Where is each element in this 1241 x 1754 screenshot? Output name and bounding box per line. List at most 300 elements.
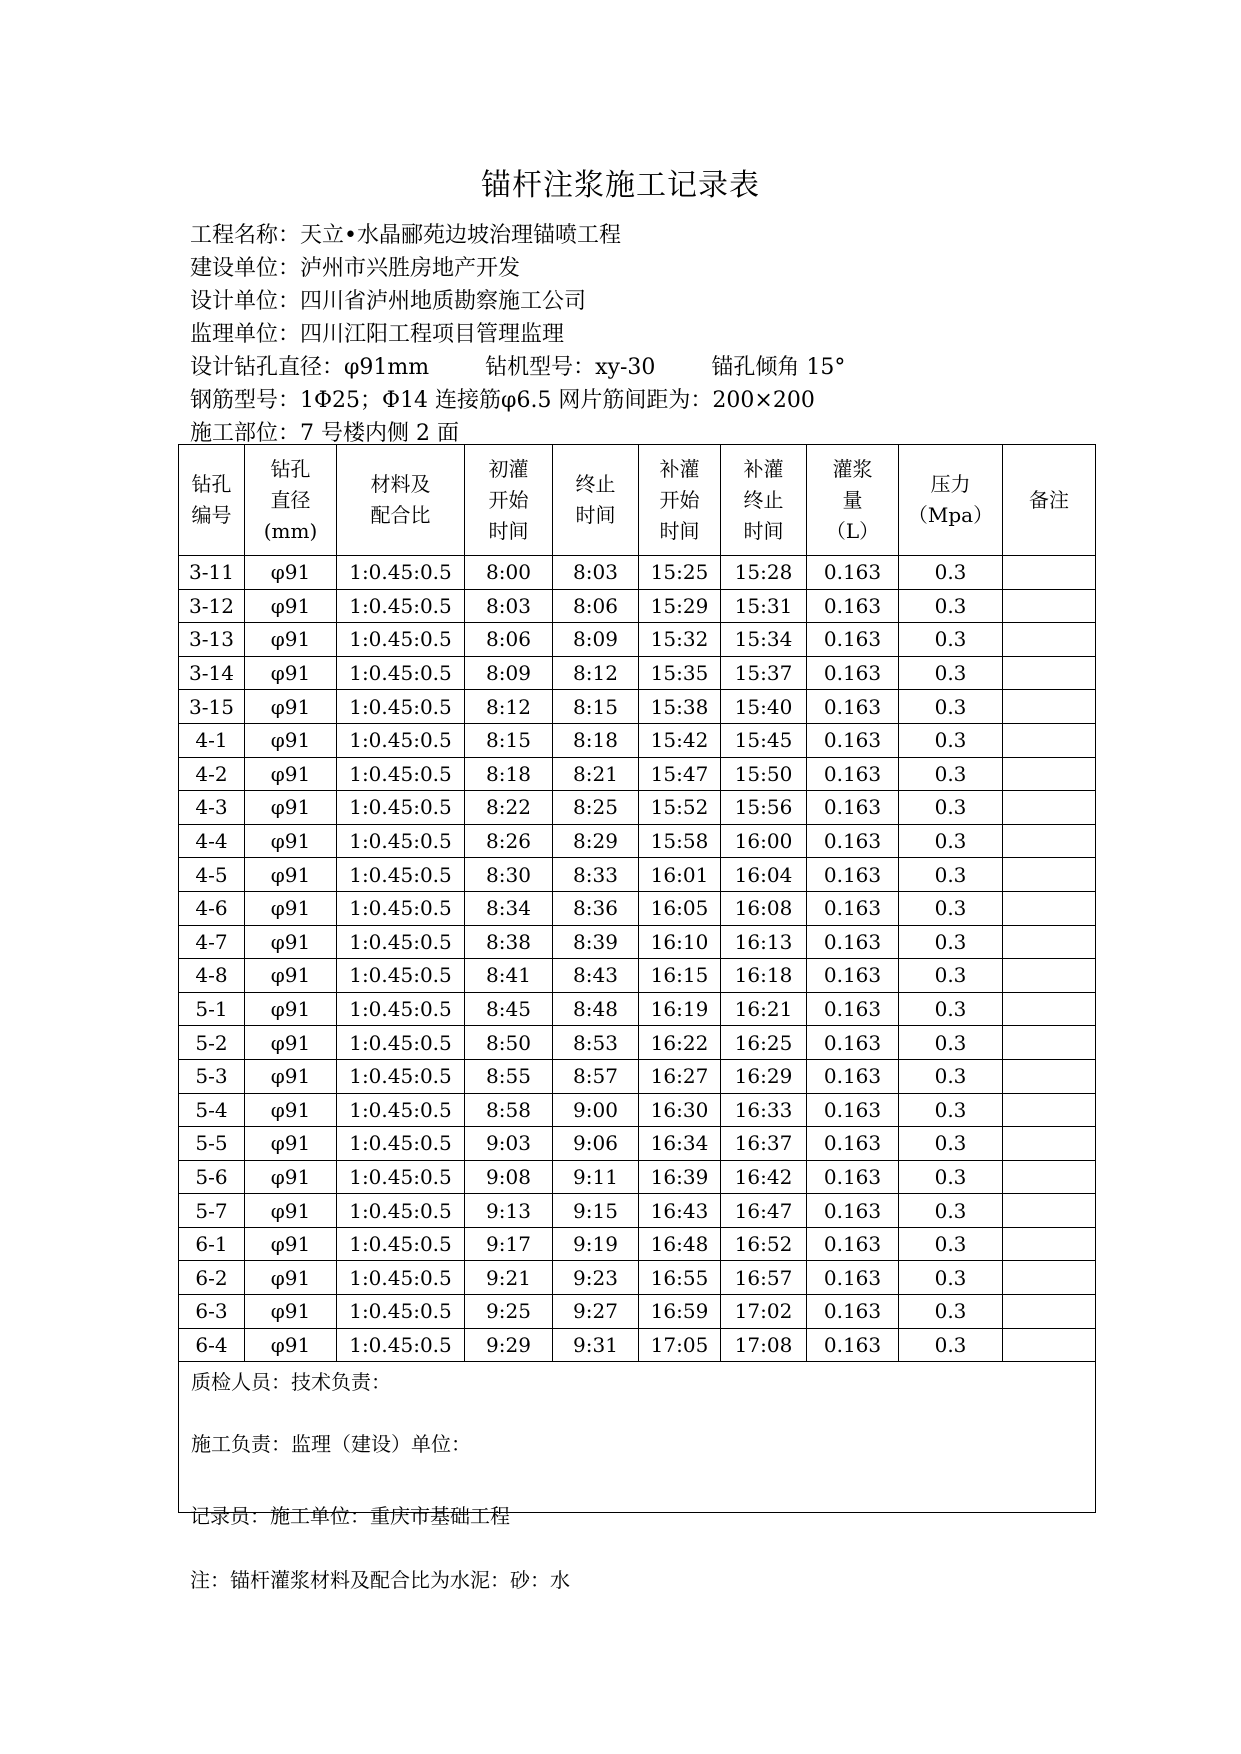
- table-cell: 1:0.45:0.5: [337, 1026, 465, 1060]
- table-cell: 5-3: [179, 1059, 245, 1093]
- table-cell: 8:12: [553, 656, 639, 690]
- table-cell: 15:35: [639, 656, 721, 690]
- table-cell: 16:55: [639, 1261, 721, 1295]
- table-cell: 0.3: [899, 623, 1003, 657]
- table-cell: φ91: [245, 623, 337, 657]
- table-cell: 0.3: [899, 858, 1003, 892]
- table-cell: 15:52: [639, 791, 721, 825]
- table-cell: [1003, 1059, 1096, 1093]
- table-cell: [1003, 1227, 1096, 1261]
- table-cell: 5-5: [179, 1127, 245, 1161]
- table-cell: 9:08: [465, 1160, 553, 1194]
- table-cell: 1:0.45:0.5: [337, 656, 465, 690]
- table-cell: 5-4: [179, 1093, 245, 1127]
- table-cell: [1003, 1328, 1096, 1362]
- table-cell: 0.3: [899, 690, 1003, 724]
- table-row: [179, 556, 1096, 590]
- table-cell: 16:57: [721, 1261, 807, 1295]
- table-cell: 0.163: [807, 891, 899, 925]
- table-cell: 0.3: [899, 791, 1003, 825]
- table-row: [179, 1026, 1096, 1060]
- table-cell: 4-7: [179, 925, 245, 959]
- column-header-line: 时间: [659, 518, 700, 543]
- table-cell: 4-8: [179, 959, 245, 993]
- table-cell: 16:13: [721, 925, 807, 959]
- table-cell: 15:58: [639, 824, 721, 858]
- table-cell: 9:23: [553, 1261, 639, 1295]
- table-cell: 0.163: [807, 1059, 899, 1093]
- column-header-line: 材料及: [370, 472, 431, 496]
- table-cell: 1:0.45:0.5: [337, 791, 465, 825]
- table-cell: 15:42: [639, 723, 721, 757]
- table-cell: 0.3: [899, 824, 1003, 858]
- table-cell: [1003, 656, 1096, 690]
- table-cell: 15:37: [721, 656, 807, 690]
- table-cell: 1:0.45:0.5: [337, 1093, 465, 1127]
- table-cell: [1003, 858, 1096, 892]
- table-cell: 5-6: [179, 1160, 245, 1194]
- table-cell: 16:52: [721, 1227, 807, 1261]
- table-cell: 6-1: [179, 1227, 245, 1261]
- table-cell: 4-4: [179, 824, 245, 858]
- table-cell: 15:25: [639, 556, 721, 590]
- table-row: [179, 757, 1096, 791]
- table-cell: 0.3: [899, 556, 1003, 590]
- table-cell: 8:50: [465, 1026, 553, 1060]
- table-cell: 0.163: [807, 690, 899, 724]
- table-cell: 8:00: [465, 556, 553, 590]
- table-cell: 1:0.45:0.5: [337, 623, 465, 657]
- table-cell: [1003, 891, 1096, 925]
- table-cell: 8:38: [465, 925, 553, 959]
- table-cell: [1003, 1026, 1096, 1060]
- table-cell: φ91: [245, 959, 337, 993]
- table-cell: 1:0.45:0.5: [337, 925, 465, 959]
- table-cell: 1:0.45:0.5: [337, 556, 465, 590]
- table-cell: 4-5: [179, 858, 245, 892]
- table-cell: 0.163: [807, 1093, 899, 1127]
- table-cell: 9:19: [553, 1227, 639, 1261]
- table-cell: 8:21: [553, 757, 639, 791]
- table-cell: [1003, 959, 1096, 993]
- table-cell: 16:48: [639, 1227, 721, 1261]
- table-cell: 15:34: [721, 623, 807, 657]
- column-header-line: 编号: [191, 503, 232, 527]
- table-cell: 0.163: [807, 1227, 899, 1261]
- table-cell: [1003, 1160, 1096, 1194]
- table-cell: 0.163: [807, 556, 899, 590]
- table-row: [179, 992, 1096, 1026]
- table-cell: [1003, 791, 1096, 825]
- table-cell: 8:55: [465, 1059, 553, 1093]
- table-cell: [1003, 1093, 1096, 1127]
- table-cell: 8:06: [465, 623, 553, 657]
- column-header-line: 开始: [659, 487, 700, 512]
- table-cell: 15:28: [721, 556, 807, 590]
- table-cell: [1003, 1261, 1096, 1295]
- table-cell: 3-11: [179, 556, 245, 590]
- table-cell: 16:04: [721, 858, 807, 892]
- table-cell: 1:0.45:0.5: [337, 1127, 465, 1161]
- column-header-line: (mm): [263, 518, 318, 543]
- column-header-line: 补灌: [659, 456, 700, 481]
- column-header: [807, 445, 899, 556]
- column-header-line: 配合比: [370, 503, 431, 527]
- table-cell: 15:29: [639, 589, 721, 623]
- signature-cell: [179, 1362, 1096, 1513]
- table-cell: 16:19: [639, 992, 721, 1026]
- table-row: [179, 623, 1096, 657]
- table-row: [179, 589, 1096, 623]
- table-cell: 16:37: [721, 1127, 807, 1161]
- table-row: [179, 891, 1096, 925]
- table-cell: 6-3: [179, 1295, 245, 1329]
- table-cell: 0.3: [899, 1127, 1003, 1161]
- table-cell: 1:0.45:0.5: [337, 1227, 465, 1261]
- table-cell: 0.163: [807, 1026, 899, 1060]
- table-cell: 9:06: [553, 1127, 639, 1161]
- table-cell: 0.3: [899, 1093, 1003, 1127]
- table-row: [179, 1160, 1096, 1194]
- table-cell: [1003, 992, 1096, 1026]
- table-cell: 0.163: [807, 1127, 899, 1161]
- table-cell: 15:56: [721, 791, 807, 825]
- construction-location: 施工部位：7 号楼内侧 2 面: [190, 421, 459, 446]
- recorder-line: 记录员：施工单位：重庆市基础工程: [190, 1504, 510, 1528]
- table-cell: 0.163: [807, 1328, 899, 1362]
- table-cell: 1:0.45:0.5: [337, 1261, 465, 1295]
- table-cell: 16:22: [639, 1026, 721, 1060]
- table-cell: 17:05: [639, 1328, 721, 1362]
- bore-diameter: 设计钻孔直径：φ91mm: [190, 355, 430, 380]
- table-cell: 16:25: [721, 1026, 807, 1060]
- table-row: [179, 959, 1096, 993]
- table-cell: 3-15: [179, 690, 245, 724]
- table-cell: φ91: [245, 1026, 337, 1060]
- table-cell: 0.3: [899, 925, 1003, 959]
- table-cell: [1003, 1127, 1096, 1161]
- table-cell: 1:0.45:0.5: [337, 1295, 465, 1329]
- table-cell: φ91: [245, 1328, 337, 1362]
- table-cell: 4-3: [179, 791, 245, 825]
- column-header-line: 开始: [488, 487, 529, 512]
- table-cell: 8:39: [553, 925, 639, 959]
- table-cell: 0.3: [899, 959, 1003, 993]
- table-row: [179, 1328, 1096, 1362]
- table-row: [179, 690, 1096, 724]
- column-header-line: 时间: [488, 518, 529, 543]
- table-cell: 9:00: [553, 1093, 639, 1127]
- table-cell: 16:15: [639, 959, 721, 993]
- column-header: [245, 445, 337, 556]
- table-cell: 1:0.45:0.5: [337, 824, 465, 858]
- table-cell: 16:00: [721, 824, 807, 858]
- table-cell: 5-7: [179, 1194, 245, 1228]
- table-cell: 8:12: [465, 690, 553, 724]
- material-note: 注：锚杆灌浆材料及配合比为水泥：砂：水: [190, 1568, 570, 1592]
- table-cell: 0.163: [807, 1194, 899, 1228]
- table-cell: 1:0.45:0.5: [337, 992, 465, 1026]
- signature-line: 质检人员：技术负责：: [191, 1370, 391, 1395]
- table-cell: 8:15: [465, 723, 553, 757]
- table-cell: 8:09: [553, 623, 639, 657]
- table-cell: 4-1: [179, 723, 245, 757]
- table-cell: 16:33: [721, 1093, 807, 1127]
- table-cell: 16:05: [639, 891, 721, 925]
- table-cell: 15:47: [639, 757, 721, 791]
- table-cell: 9:21: [465, 1261, 553, 1295]
- table-cell: 16:39: [639, 1160, 721, 1194]
- table-cell: φ91: [245, 891, 337, 925]
- owner-unit: 建设单位：泸州市兴胜房地产开发: [190, 256, 521, 281]
- header-row: [179, 445, 1096, 556]
- table-cell: 1:0.45:0.5: [337, 757, 465, 791]
- table-cell: 1:0.45:0.5: [337, 1059, 465, 1093]
- table-cell: φ91: [245, 589, 337, 623]
- table-cell: 8:34: [465, 891, 553, 925]
- table-cell: 8:53: [553, 1026, 639, 1060]
- table-cell: 1:0.45:0.5: [337, 858, 465, 892]
- table-cell: φ91: [245, 1093, 337, 1127]
- column-header: [639, 445, 721, 556]
- table-cell: φ91: [245, 1059, 337, 1093]
- table-cell: 0.163: [807, 959, 899, 993]
- column-header-line: 压力: [930, 472, 971, 496]
- table-cell: [1003, 1295, 1096, 1329]
- table-cell: φ91: [245, 1127, 337, 1161]
- column-header: [721, 445, 807, 556]
- table-cell: 6-4: [179, 1328, 245, 1362]
- table-cell: 3-12: [179, 589, 245, 623]
- column-header-line: 初灌: [488, 456, 529, 481]
- table-cell: 8:29: [553, 824, 639, 858]
- table-cell: 0.163: [807, 824, 899, 858]
- table-cell: 8:30: [465, 858, 553, 892]
- table-cell: 0.163: [807, 791, 899, 825]
- column-header: [465, 445, 553, 556]
- table-cell: 0.3: [899, 1026, 1003, 1060]
- table-cell: 16:27: [639, 1059, 721, 1093]
- table-row: [179, 1093, 1096, 1127]
- table-row: [179, 925, 1096, 959]
- table-cell: 8:57: [553, 1059, 639, 1093]
- table-cell: 0.3: [899, 589, 1003, 623]
- table-cell: 0.3: [899, 1227, 1003, 1261]
- table-cell: 1:0.45:0.5: [337, 959, 465, 993]
- table-cell: φ91: [245, 791, 337, 825]
- table-cell: 8:41: [465, 959, 553, 993]
- table-cell: φ91: [245, 556, 337, 590]
- table-cell: 8:33: [553, 858, 639, 892]
- table-cell: 8:36: [553, 891, 639, 925]
- table-cell: [1003, 1194, 1096, 1228]
- table-cell: 8:25: [553, 791, 639, 825]
- table-cell: 16:01: [639, 858, 721, 892]
- table-row: [179, 656, 1096, 690]
- table-cell: 16:08: [721, 891, 807, 925]
- table-cell: 1:0.45:0.5: [337, 690, 465, 724]
- table-cell: 16:47: [721, 1194, 807, 1228]
- table-cell: φ91: [245, 1194, 337, 1228]
- table-cell: 0.3: [899, 1261, 1003, 1295]
- table-cell: 15:38: [639, 690, 721, 724]
- column-header: [899, 445, 1003, 556]
- table-cell: 5-2: [179, 1026, 245, 1060]
- table-row: [179, 858, 1096, 892]
- table-cell: 16:42: [721, 1160, 807, 1194]
- table-cell: 8:22: [465, 791, 553, 825]
- table-cell: 16:18: [721, 959, 807, 993]
- table-row: [179, 1261, 1096, 1295]
- table-row: [179, 1295, 1096, 1329]
- table-cell: 8:58: [465, 1093, 553, 1127]
- table-cell: 9:27: [553, 1295, 639, 1329]
- table-cell: φ91: [245, 1261, 337, 1295]
- column-header: [553, 445, 639, 556]
- table-cell: 0.3: [899, 992, 1003, 1026]
- project-name: 工程名称：天立•水晶郦苑边坡治理锚喷工程: [190, 223, 621, 248]
- table-cell: [1003, 723, 1096, 757]
- table-cell: 15:45: [721, 723, 807, 757]
- table-cell: [1003, 690, 1096, 724]
- document-title: 锚杆注浆施工记录表: [481, 168, 760, 203]
- table-cell: 9:29: [465, 1328, 553, 1362]
- table-cell: [1003, 623, 1096, 657]
- table-cell: [1003, 925, 1096, 959]
- table-cell: 0.3: [899, 1328, 1003, 1362]
- signature-row: [179, 1362, 1096, 1513]
- table-cell: 0.163: [807, 623, 899, 657]
- column-header: [337, 445, 465, 556]
- table-cell: φ91: [245, 723, 337, 757]
- table-cell: 16:43: [639, 1194, 721, 1228]
- table-cell: 0.163: [807, 992, 899, 1026]
- table-cell: 1:0.45:0.5: [337, 1328, 465, 1362]
- rig-model: 钻机型号：xy-30: [485, 355, 656, 380]
- column-header: [179, 445, 245, 556]
- table-cell: 0.3: [899, 1194, 1003, 1228]
- table-cell: 0.3: [899, 757, 1003, 791]
- table-cell: 5-1: [179, 992, 245, 1026]
- grouting-record-table: [178, 444, 1096, 1513]
- table-cell: 3-14: [179, 656, 245, 690]
- column-header-line: 终止: [743, 487, 784, 512]
- table-cell: 16:29: [721, 1059, 807, 1093]
- table-cell: 0.3: [899, 723, 1003, 757]
- table-row: [179, 1127, 1096, 1161]
- column-header: [1003, 445, 1096, 556]
- table-cell: 15:31: [721, 589, 807, 623]
- table-cell: φ91: [245, 992, 337, 1026]
- table-cell: 1:0.45:0.5: [337, 1194, 465, 1228]
- table-cell: 0.163: [807, 858, 899, 892]
- table-cell: [1003, 824, 1096, 858]
- bore-angle: 锚孔倾角 15°: [711, 355, 846, 380]
- table-cell: 1:0.45:0.5: [337, 589, 465, 623]
- table-body: [179, 445, 1096, 1513]
- table-cell: φ91: [245, 1160, 337, 1194]
- signature-line: 施工负责：监理（建设）单位：: [191, 1432, 471, 1457]
- table-cell: 8:06: [553, 589, 639, 623]
- column-header-line: 补灌: [743, 456, 784, 481]
- table-cell: 9:15: [553, 1194, 639, 1228]
- table-cell: 8:43: [553, 959, 639, 993]
- table-cell: 8:03: [465, 589, 553, 623]
- table-cell: 9:31: [553, 1328, 639, 1362]
- table-cell: 9:25: [465, 1295, 553, 1329]
- table-cell: 4-2: [179, 757, 245, 791]
- table-cell: 17:02: [721, 1295, 807, 1329]
- table-cell: 8:26: [465, 824, 553, 858]
- table-cell: φ91: [245, 925, 337, 959]
- table-cell: 0.3: [899, 656, 1003, 690]
- table-cell: 17:08: [721, 1328, 807, 1362]
- column-header-line: 灌浆: [832, 456, 873, 481]
- table-cell: 3-13: [179, 623, 245, 657]
- table-cell: 0.3: [899, 1059, 1003, 1093]
- table-cell: 0.163: [807, 1160, 899, 1194]
- table-row: [179, 723, 1096, 757]
- table-cell: 0.163: [807, 1295, 899, 1329]
- supervision-unit: 监理单位：四川江阳工程项目管理监理: [190, 322, 565, 347]
- table-cell: 0.163: [807, 589, 899, 623]
- table-cell: 9:13: [465, 1194, 553, 1228]
- table-cell: 15:50: [721, 757, 807, 791]
- column-header-line: （Mpa）: [907, 503, 994, 527]
- rebar-spec: 钢筋型号：1Φ25；Φ14 连接筋φ6.5 网片筋间距为：200×200: [190, 388, 815, 413]
- table-cell: [1003, 556, 1096, 590]
- table-cell: φ91: [245, 656, 337, 690]
- table-cell: 9:03: [465, 1127, 553, 1161]
- table-row: [179, 791, 1096, 825]
- table-cell: 8:03: [553, 556, 639, 590]
- column-header-line: 钻孔: [191, 472, 232, 496]
- table-cell: 0.163: [807, 656, 899, 690]
- table-row: [179, 824, 1096, 858]
- column-header-line: 直径: [270, 487, 311, 512]
- table-cell: 8:45: [465, 992, 553, 1026]
- column-header-line: （L）: [825, 518, 880, 543]
- table-cell: 0.3: [899, 891, 1003, 925]
- table-cell: 16:59: [639, 1295, 721, 1329]
- table-cell: φ91: [245, 690, 337, 724]
- table-row: [179, 1194, 1096, 1228]
- table-cell: 15:32: [639, 623, 721, 657]
- table-cell: 16:10: [639, 925, 721, 959]
- table-cell: 1:0.45:0.5: [337, 1160, 465, 1194]
- table-cell: 9:11: [553, 1160, 639, 1194]
- column-header-line: 钻孔: [270, 456, 311, 481]
- drilling-specs: [190, 350, 845, 381]
- table-cell: 8:18: [465, 757, 553, 791]
- column-header-line: 终止: [575, 472, 616, 496]
- table-cell: φ91: [245, 858, 337, 892]
- table-cell: φ91: [245, 1295, 337, 1329]
- table-row: [179, 1059, 1096, 1093]
- table-cell: 16:21: [721, 992, 807, 1026]
- column-header-line: 时间: [575, 503, 616, 527]
- table-row: [179, 1227, 1096, 1261]
- table-cell: 0.163: [807, 723, 899, 757]
- table-cell: 0.163: [807, 925, 899, 959]
- table-cell: 8:09: [465, 656, 553, 690]
- column-header-line: 量: [842, 487, 863, 512]
- table-cell: φ91: [245, 757, 337, 791]
- table-cell: 1:0.45:0.5: [337, 723, 465, 757]
- table-cell: φ91: [245, 824, 337, 858]
- table-cell: φ91: [245, 1227, 337, 1261]
- table-cell: 8:15: [553, 690, 639, 724]
